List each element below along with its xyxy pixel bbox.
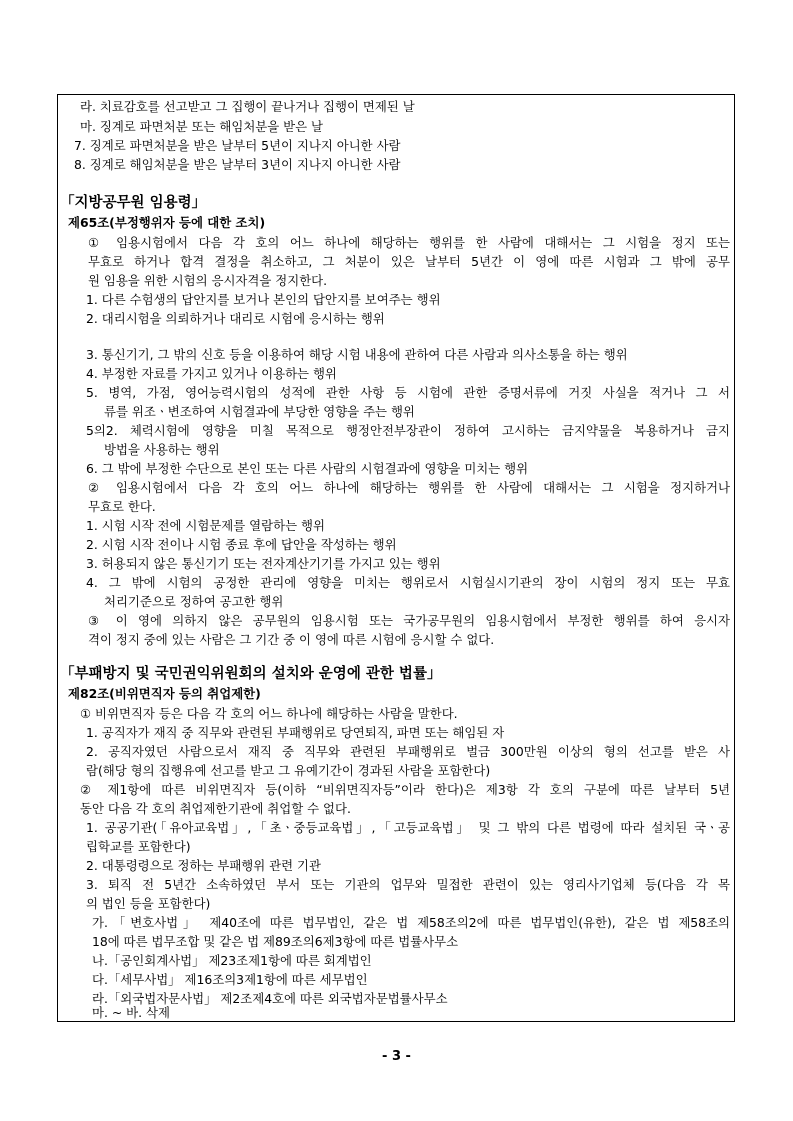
paragraph-line: ② 임용시험에서 다음 각 호의 어느 하나에 해당하는 행위를 한 사람에 대해서는 그 시험을 정지하거나 xyxy=(88,480,730,495)
paragraph-line: ② 제1항에 따른 비위면직자 등(이하 “비위면직자등”이라 한다)은 제3항 각 호의 구분에 따른 날부터 5년 xyxy=(80,782,730,797)
list-item: 람(해당 형의 집행유예 선고를 받고 그 유예기간이 경과된 사람을 포함한다) xyxy=(86,763,491,778)
paragraph-line: 동안 다음 각 호의 취업제한기관에 취업할 수 없다. xyxy=(80,801,351,816)
list-item: 1. 공직자가 재직 중 직무와 관련된 부패행위로 당연퇴직, 파면 또는 해임된 자 xyxy=(86,725,505,740)
list-item: 2. 대통령령으로 정하는 부패행위 관련 기관 xyxy=(86,858,321,873)
list-item: 라. 치료감호를 선고받고 그 집행이 끝나거나 집행이 면제된 날 xyxy=(80,99,415,114)
list-item: 다.「세무사법」 제16조의3제1항에 따른 세무법인 xyxy=(92,972,368,987)
paragraph-line: 원 임용을 위한 시험의 응시자격을 정지한다. xyxy=(88,273,328,288)
law-title: 「부패방지 및 국민권익위원회의 설치와 운영에 관한 법률」 xyxy=(60,666,442,682)
list-item: 4. 부정한 자료를 가지고 있거나 이용하는 행위 xyxy=(86,366,337,381)
list-item: 18에 따른 법무조합 및 같은 법 제89조의6제3항에 따른 법률사무소 xyxy=(92,934,459,949)
list-item: 5의2. 체력시험에 영향을 미칠 목적으로 행정안전부장관이 정하여 고시하는 금지약물을 복용하거나 금지 xyxy=(86,423,730,438)
list-item: 류를 위조ㆍ변조하여 시험결과에 부당한 영향을 주는 행위 xyxy=(104,404,415,419)
paragraph-line: ① 비위면직자 등은 다음 각 호의 어느 하나에 해당하는 사람을 말한다. xyxy=(80,706,458,721)
paragraph-line: ① 임용시험에서 다음 각 호의 어느 하나에 해당하는 행위를 한 사람에 대해서는 그 시험을 정지 또는 xyxy=(88,235,730,250)
list-item: 2. 대리시험을 의뢰하거나 대리로 시험에 응시하는 행위 xyxy=(86,311,385,326)
list-item: 1. 시험 시작 전에 시험문제를 열람하는 행위 xyxy=(86,518,325,533)
list-item: 3. 통신기기, 그 밖의 신호 등을 이용하여 해당 시험 내용에 관하여 다른 사람과 의사소통을 하는 행위 xyxy=(86,347,628,362)
paragraph-line: 무효로 하거나 합격 결정을 취소하고, 그 처분이 있은 날부터 5년간 이 영에 따른 시험과 그 밖에 공무 xyxy=(88,254,730,269)
page-number: - 3 - xyxy=(382,1049,411,1064)
article-heading: 제82조(비위면직자 등의 취업제한) xyxy=(68,686,261,701)
list-item: 처리기준으로 정하여 공고한 행위 xyxy=(104,594,284,609)
list-item: 마. ~ 바. 삭제 xyxy=(92,1005,170,1020)
list-item: 7. 징계로 파면처분을 받은 날부터 5년이 지나지 아니한 사람 xyxy=(74,138,401,153)
list-item: 1. 공공기관(「유아교육법」,「초ㆍ중등교육법」,「고등교육법」 및 그 밖의 다른 법령에 따라 설치된 국ㆍ공 xyxy=(86,820,730,835)
list-item: 2. 공직자였던 사람으로서 재직 중 직무와 관련된 부패행위로 벌금 300만원 이상의 형의 선고를 받은 사 xyxy=(86,744,730,759)
list-item: 8. 징계로 해임처분을 받은 날부터 3년이 지나지 아니한 사람 xyxy=(74,157,401,172)
list-item: 3. 허용되지 않은 통신기기 또는 전자계산기기를 가지고 있는 행위 xyxy=(86,556,441,571)
law-title: 「지방공무원 임용령」 xyxy=(60,195,207,211)
paragraph-line: 무효로 한다. xyxy=(88,499,156,514)
list-item: 라.「외국법자문사법」 제2조제4호에 따른 외국법자문법률사무소 xyxy=(92,991,448,1006)
list-item: 마. 징계로 파면처분 또는 해임처분을 받은 날 xyxy=(80,119,324,134)
list-item: 립학교를 포함한다) xyxy=(86,839,191,854)
list-item: 1. 다른 수험생의 답안지를 보거나 본인의 답안지를 보여주는 행위 xyxy=(86,292,441,307)
list-item: 의 법인 등을 포함한다) xyxy=(86,896,211,911)
paragraph-line: ③ 이 영에 의하지 않은 공무원의 임용시험 또는 국가공무원의 임용시험에서 부정한 행위를 하여 응시자 xyxy=(88,613,730,628)
list-item: 나.「공인회계사법」 제23조제1항에 따른 회계법인 xyxy=(92,953,372,968)
list-item: 5. 병역, 가점, 영어능력시험의 성적에 관한 사항 등 시험에 관한 증명서류에 거짓 사실을 적거나 그 서 xyxy=(86,385,730,400)
paragraph-line: 격이 정지 중에 있는 사람은 그 기간 중 이 영에 따른 시험에 응시할 수 없다. xyxy=(88,632,495,647)
list-item: 3. 퇴직 전 5년간 소속하였던 부서 또는 기관의 업무와 밀접한 관련이 있는 영리사기업체 등(다음 각 목 xyxy=(86,877,730,892)
list-item: 방법을 사용하는 행위 xyxy=(104,442,220,457)
list-item: 4. 그 밖에 시험의 공정한 관리에 영향을 미치는 행위로서 시험실시기관의 장이 시험의 정지 또는 무효 xyxy=(86,575,730,590)
list-item: 가.「변호사법」 제40조에 따른 법무법인, 같은 법 제58조의2에 따른 법무법인(유한), 같은 법 제58조의 xyxy=(92,915,730,930)
list-item: 2. 시험 시작 전이나 시험 종료 후에 답안을 작성하는 행위 xyxy=(86,537,397,552)
article-heading: 제65조(부정행위자 등에 대한 조치) xyxy=(68,215,266,230)
list-item: 6. 그 밖에 부정한 수단으로 본인 또는 다른 사람의 시험결과에 영향을 미치는 행위 xyxy=(86,461,529,476)
